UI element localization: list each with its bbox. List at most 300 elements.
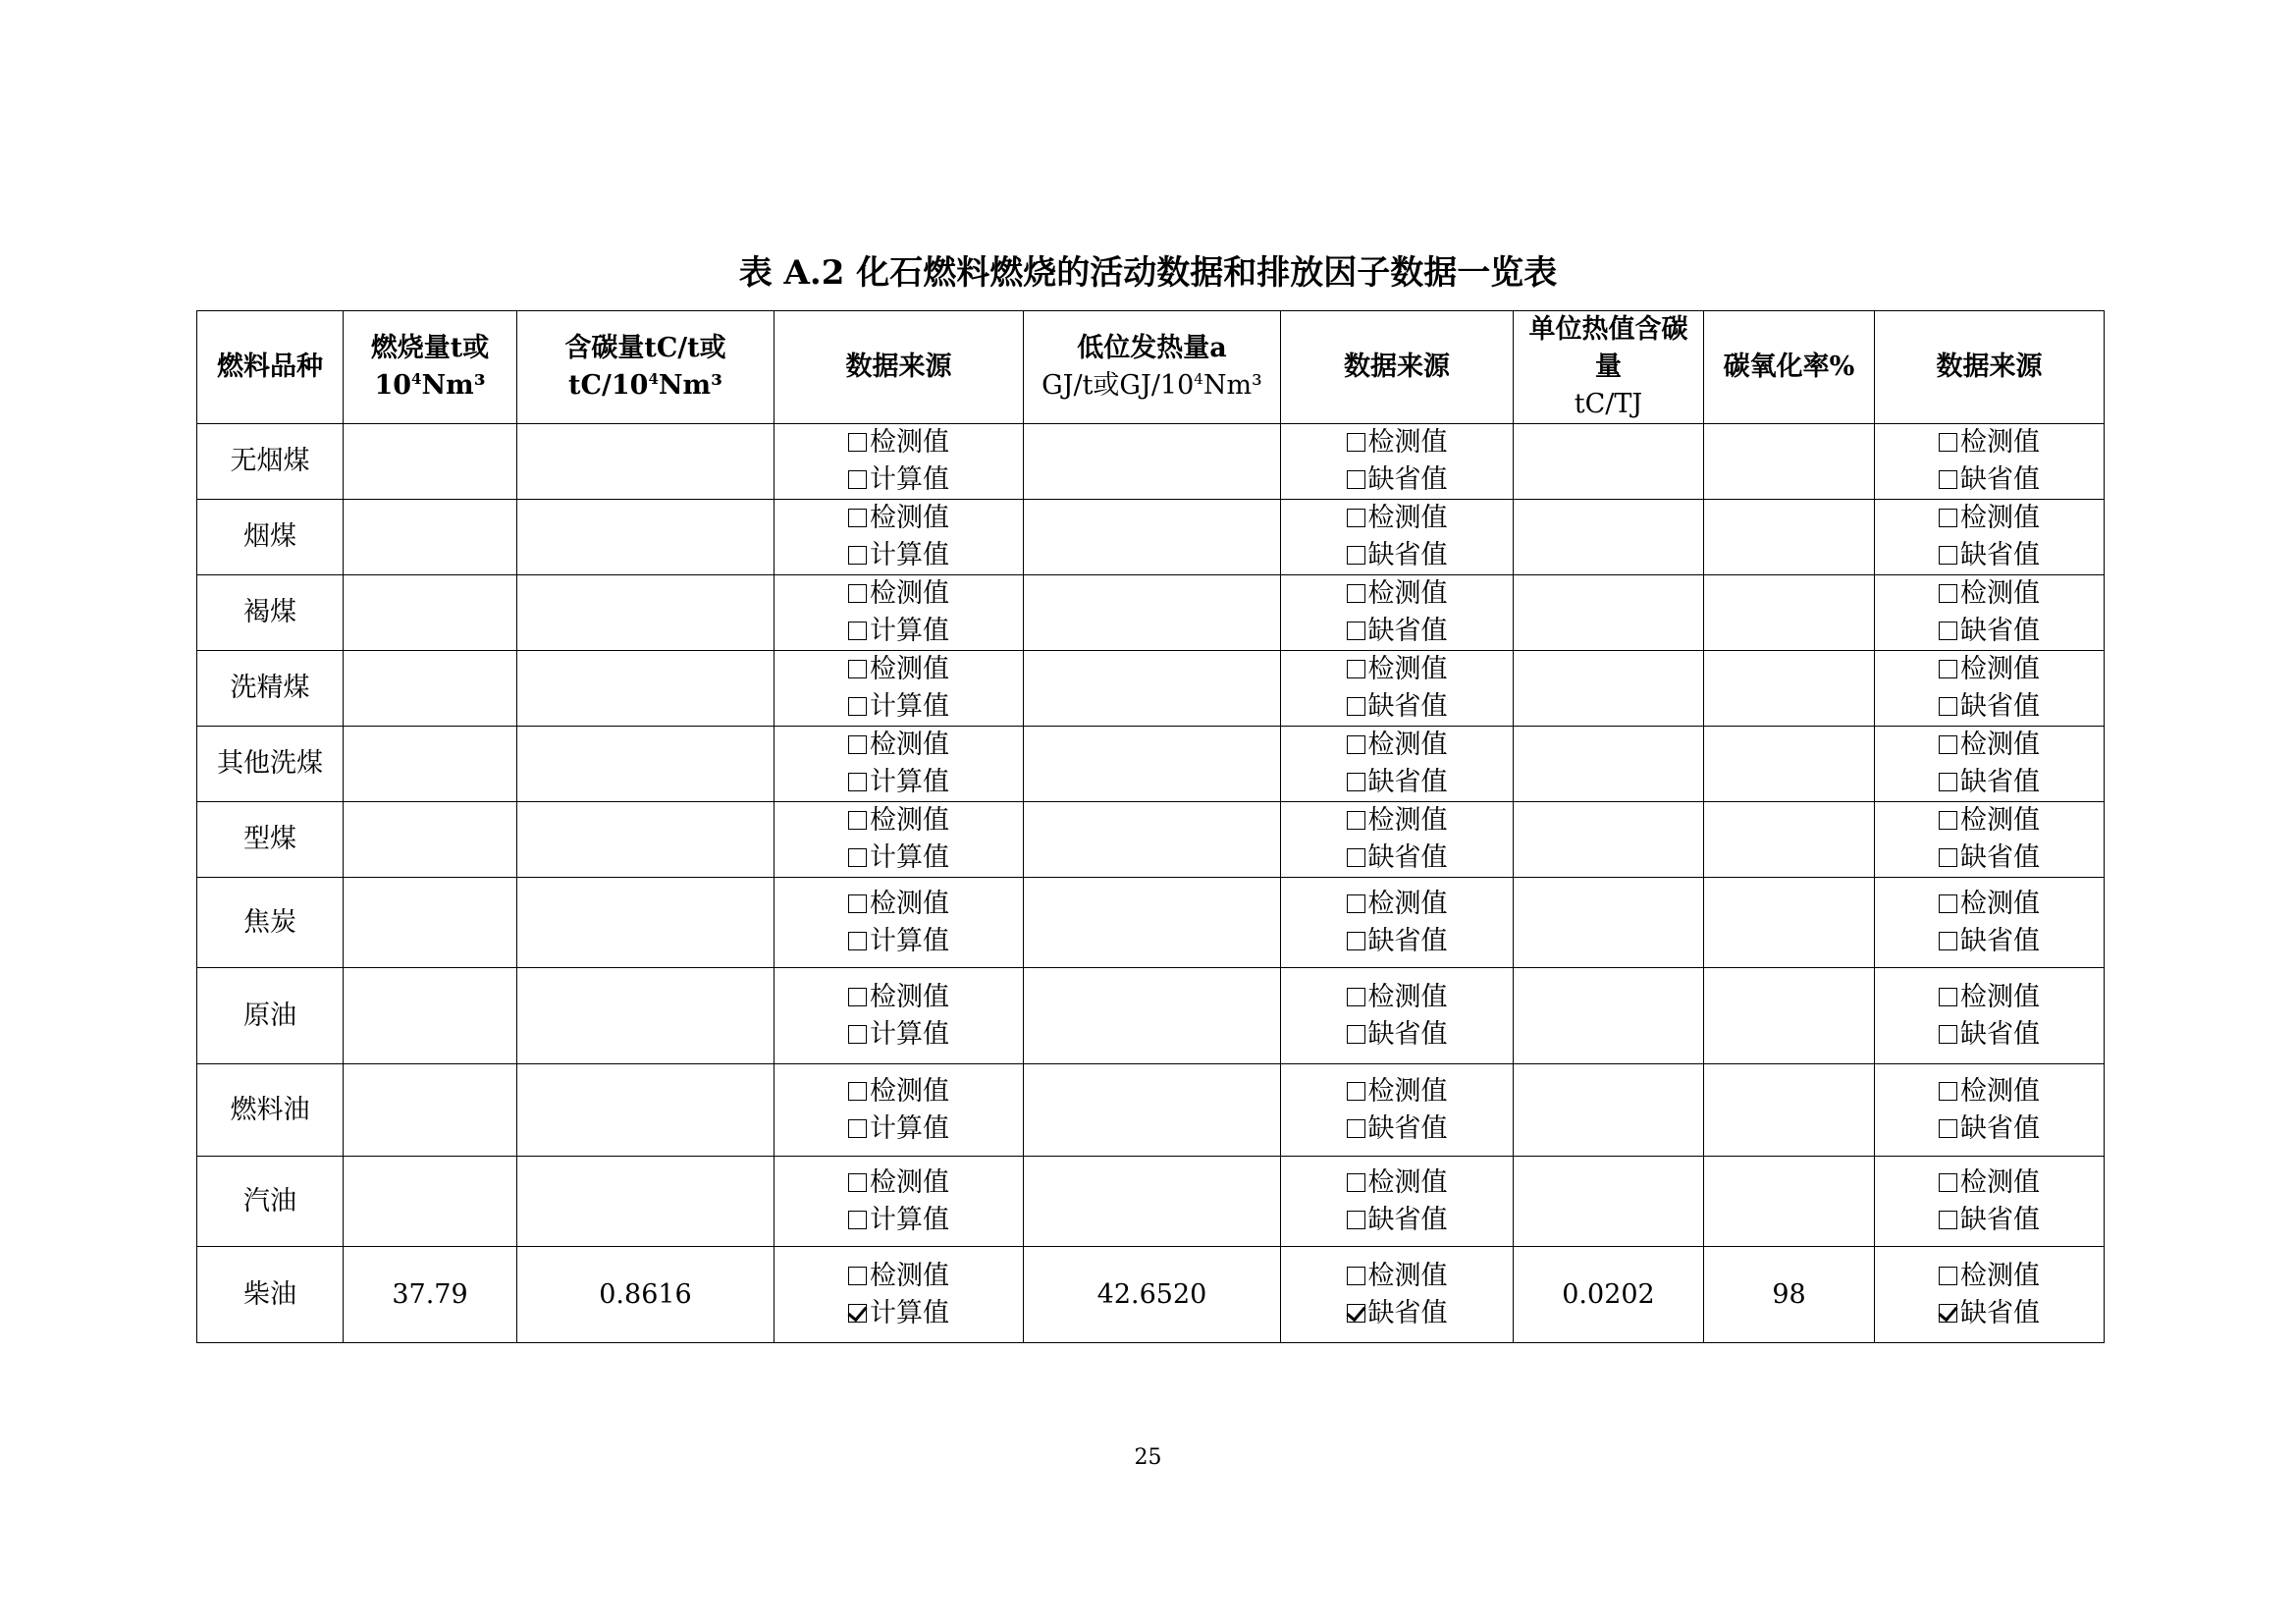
net-calorific-value-cell: 42.6520 bbox=[1024, 1247, 1281, 1343]
calculated-label: 计算值 bbox=[870, 616, 949, 646]
measured-option[interactable] bbox=[1875, 979, 2104, 1016]
default-option[interactable] bbox=[1281, 923, 1513, 960]
default-option[interactable] bbox=[1875, 688, 2104, 726]
measured-label: 检测值 bbox=[1367, 1260, 1448, 1291]
measured-label: 检测值 bbox=[1367, 1075, 1448, 1107]
checkbox-icon[interactable] bbox=[1939, 735, 1957, 754]
data-source-2-cell bbox=[1281, 968, 1514, 1064]
data-source-1-cell bbox=[774, 802, 1024, 878]
burn-amount-cell bbox=[344, 727, 517, 802]
default-label: 缺省值 bbox=[1960, 540, 2040, 570]
net-calorific-value-cell bbox=[1024, 727, 1281, 802]
default-option[interactable] bbox=[1875, 764, 2104, 801]
default-option[interactable] bbox=[1281, 1110, 1513, 1148]
carbon-content-cell bbox=[517, 424, 774, 500]
default-option[interactable] bbox=[1281, 1016, 1513, 1054]
measured-option[interactable] bbox=[1281, 575, 1513, 613]
checkbox-icon[interactable] bbox=[1939, 470, 1957, 489]
data-source-1-cell bbox=[774, 424, 1024, 500]
measured-option[interactable] bbox=[1875, 1073, 2104, 1110]
default-label: 缺省值 bbox=[1960, 464, 2040, 495]
checkbox-icon[interactable] bbox=[848, 470, 867, 489]
calculated-option[interactable] bbox=[774, 764, 1023, 801]
carbon-content-cell bbox=[517, 968, 774, 1064]
burn-amount-cell bbox=[344, 424, 517, 500]
measured-option[interactable] bbox=[1281, 1073, 1513, 1110]
header-fuel: 燃料品种 bbox=[197, 311, 344, 424]
default-label: 缺省值 bbox=[1960, 691, 2040, 722]
data-source-2-cell bbox=[1281, 1157, 1514, 1247]
default-option[interactable] bbox=[1281, 839, 1513, 877]
data-source-2-cell bbox=[1281, 575, 1514, 651]
checkbox-icon[interactable] bbox=[1939, 1267, 1957, 1285]
data-source-3-cell bbox=[1875, 575, 2105, 651]
table-row bbox=[197, 500, 2105, 575]
oxidation-rate-cell: 98 bbox=[1704, 1247, 1875, 1343]
data-source-1-cell bbox=[774, 575, 1024, 651]
table-row bbox=[197, 1064, 2105, 1157]
default-option[interactable] bbox=[1875, 613, 2104, 650]
burn-amount-cell bbox=[344, 575, 517, 651]
data-source-3-cell bbox=[1875, 727, 2105, 802]
fuel-name-cell: 汽油 bbox=[197, 1157, 344, 1247]
measured-option[interactable] bbox=[1281, 1164, 1513, 1202]
checkbox-icon[interactable] bbox=[1939, 988, 1957, 1006]
oxidation-rate-cell bbox=[1704, 500, 1875, 575]
data-source-2-cell bbox=[1281, 651, 1514, 727]
checkbox-icon[interactable] bbox=[1347, 988, 1365, 1006]
checkbox-icon[interactable] bbox=[1347, 509, 1365, 527]
table-row bbox=[197, 968, 2105, 1064]
checkbox-icon[interactable] bbox=[848, 735, 867, 754]
burn-amount-cell bbox=[344, 1064, 517, 1157]
checkbox-icon[interactable] bbox=[1347, 1025, 1365, 1044]
measured-label: 检测值 bbox=[1367, 503, 1448, 533]
default-option[interactable] bbox=[1875, 1110, 2104, 1148]
fuel-name-cell: 燃料油 bbox=[197, 1064, 344, 1157]
measured-label: 检测值 bbox=[870, 1260, 949, 1291]
default-option[interactable] bbox=[1875, 1016, 2104, 1054]
unit-carbon-cell bbox=[1514, 1157, 1704, 1247]
measured-option[interactable] bbox=[1281, 979, 1513, 1016]
checkbox-icon[interactable] bbox=[1347, 735, 1365, 754]
header-burn-amount: 燃烧量t或 $10^4Nm^3$ bbox=[344, 311, 517, 424]
measured-label: 检测值 bbox=[1960, 981, 2040, 1012]
checkbox-icon[interactable] bbox=[1939, 773, 1957, 791]
calculated-option[interactable] bbox=[774, 688, 1023, 726]
calculated-option[interactable] bbox=[774, 1016, 1023, 1054]
unit-carbon-cell bbox=[1514, 727, 1704, 802]
fuel-data-table bbox=[196, 310, 2105, 1343]
checked-checkbox-icon[interactable] bbox=[1347, 1304, 1365, 1323]
burn-amount-cell bbox=[344, 651, 517, 727]
checkbox-icon[interactable] bbox=[1939, 584, 1957, 603]
measured-label: 检测值 bbox=[1960, 578, 2040, 609]
default-label: 缺省值 bbox=[1367, 1112, 1448, 1144]
checkbox-icon[interactable] bbox=[1939, 1119, 1957, 1138]
net-calorific-value-cell bbox=[1024, 651, 1281, 727]
checkbox-icon[interactable] bbox=[1347, 811, 1365, 830]
checkbox-icon[interactable] bbox=[1347, 697, 1365, 716]
header-oxidation-rate: 碳氧化率% bbox=[1704, 311, 1875, 424]
measured-label: 检测值 bbox=[1367, 654, 1448, 684]
default-label: 缺省值 bbox=[1960, 842, 2040, 873]
carbon-content-cell bbox=[517, 727, 774, 802]
calculated-label: 计算值 bbox=[870, 691, 949, 722]
checkbox-icon[interactable] bbox=[1939, 1025, 1957, 1044]
measured-option[interactable] bbox=[1281, 802, 1513, 839]
default-label: 缺省值 bbox=[1367, 464, 1448, 495]
header-unit-carbon: 单位热值含碳 量 tC/TJ bbox=[1514, 311, 1704, 424]
checkbox-icon[interactable] bbox=[848, 932, 867, 950]
carbon-content-cell bbox=[517, 1064, 774, 1157]
fuel-name-cell: 洗精煤 bbox=[197, 651, 344, 727]
default-option[interactable] bbox=[1875, 461, 2104, 499]
burn-amount-cell bbox=[344, 500, 517, 575]
default-option[interactable] bbox=[1281, 1202, 1513, 1239]
calculated-label: 计算值 bbox=[870, 767, 949, 797]
fuel-name-cell: 烟煤 bbox=[197, 500, 344, 575]
measured-label: 检测值 bbox=[1960, 805, 2040, 836]
default-label: 缺省值 bbox=[1960, 1112, 2040, 1144]
checkbox-icon[interactable] bbox=[848, 509, 867, 527]
checkbox-icon[interactable] bbox=[848, 660, 867, 678]
measured-label: 检测值 bbox=[1367, 888, 1448, 919]
data-source-3-cell bbox=[1875, 1064, 2105, 1157]
measured-option[interactable] bbox=[774, 424, 1023, 461]
data-source-1-cell bbox=[774, 968, 1024, 1064]
data-source-1-cell bbox=[774, 1064, 1024, 1157]
default-option[interactable] bbox=[1281, 613, 1513, 650]
calculated-label: 计算值 bbox=[870, 842, 949, 873]
measured-option[interactable] bbox=[774, 802, 1023, 839]
header-row bbox=[197, 311, 2105, 424]
checkbox-icon[interactable] bbox=[848, 1173, 867, 1192]
measured-label: 检测值 bbox=[870, 805, 949, 836]
default-label: 缺省值 bbox=[1960, 767, 2040, 797]
fuel-name-cell: 焦炭 bbox=[197, 878, 344, 968]
unit-carbon-cell bbox=[1514, 424, 1704, 500]
checkbox-icon[interactable] bbox=[1939, 1082, 1957, 1101]
table-row bbox=[197, 878, 2105, 968]
carbon-content-cell: 0.8616 bbox=[517, 1247, 774, 1343]
data-source-1-cell bbox=[774, 878, 1024, 968]
net-calorific-value-cell bbox=[1024, 802, 1281, 878]
checkbox-icon[interactable] bbox=[848, 697, 867, 716]
checkbox-icon[interactable] bbox=[1939, 1211, 1957, 1229]
measured-label: 检测值 bbox=[870, 1075, 949, 1107]
default-label: 缺省值 bbox=[1960, 1297, 2040, 1328]
checkbox-icon[interactable] bbox=[1347, 1267, 1365, 1285]
calculated-option[interactable] bbox=[774, 537, 1023, 574]
net-calorific-value-cell bbox=[1024, 1064, 1281, 1157]
net-calorific-value-cell bbox=[1024, 424, 1281, 500]
default-label: 缺省值 bbox=[1367, 540, 1448, 570]
burn-amount-cell: 37.79 bbox=[344, 1247, 517, 1343]
data-source-2-cell bbox=[1281, 424, 1514, 500]
oxidation-rate-cell bbox=[1704, 424, 1875, 500]
default-label: 缺省值 bbox=[1367, 925, 1448, 956]
measured-option[interactable] bbox=[774, 651, 1023, 688]
data-source-3-cell bbox=[1875, 500, 2105, 575]
oxidation-rate-cell bbox=[1704, 651, 1875, 727]
data-source-1-cell bbox=[774, 727, 1024, 802]
checkbox-icon[interactable] bbox=[1347, 622, 1365, 640]
oxidation-rate-cell bbox=[1704, 968, 1875, 1064]
data-source-1-cell bbox=[774, 1157, 1024, 1247]
data-source-2-cell bbox=[1281, 500, 1514, 575]
net-calorific-value-cell bbox=[1024, 500, 1281, 575]
checkbox-icon[interactable] bbox=[1347, 433, 1365, 452]
data-source-2-cell bbox=[1281, 1064, 1514, 1157]
carbon-content-cell bbox=[517, 878, 774, 968]
measured-label: 检测值 bbox=[870, 654, 949, 684]
checkbox-icon[interactable] bbox=[848, 1211, 867, 1229]
calculated-label: 计算值 bbox=[870, 1204, 949, 1235]
table-row bbox=[197, 1247, 2105, 1343]
default-option[interactable] bbox=[1281, 461, 1513, 499]
checkbox-icon[interactable] bbox=[848, 1119, 867, 1138]
unit-carbon-cell bbox=[1514, 575, 1704, 651]
unit-carbon-cell bbox=[1514, 802, 1704, 878]
default-option[interactable] bbox=[1281, 688, 1513, 726]
measured-option[interactable] bbox=[1875, 575, 2104, 613]
measured-option[interactable] bbox=[1875, 802, 2104, 839]
measured-option[interactable] bbox=[1281, 886, 1513, 923]
checkbox-icon[interactable] bbox=[1939, 848, 1957, 867]
default-option[interactable] bbox=[1875, 537, 2104, 574]
measured-label: 检测值 bbox=[1960, 730, 2040, 760]
calculated-option[interactable] bbox=[774, 1295, 1023, 1332]
checkbox-icon[interactable] bbox=[1939, 697, 1957, 716]
checkbox-icon[interactable] bbox=[848, 894, 867, 913]
unit-carbon-cell bbox=[1514, 1064, 1704, 1157]
checkbox-icon[interactable] bbox=[848, 1082, 867, 1101]
measured-option[interactable] bbox=[774, 979, 1023, 1016]
page-number: 25 bbox=[1134, 1445, 1162, 1470]
measured-label: 检测值 bbox=[1960, 654, 2040, 684]
default-label: 缺省值 bbox=[1367, 691, 1448, 722]
checkbox-icon[interactable] bbox=[848, 622, 867, 640]
measured-label: 检测值 bbox=[1367, 805, 1448, 836]
net-calorific-value-cell bbox=[1024, 575, 1281, 651]
checkbox-icon[interactable] bbox=[848, 848, 867, 867]
header-carbon-content: 含碳量tC/t或 $tC/10^4Nm^3$ bbox=[517, 311, 774, 424]
calculated-option[interactable] bbox=[774, 613, 1023, 650]
checkbox-icon[interactable] bbox=[1347, 773, 1365, 791]
checkbox-icon[interactable] bbox=[1347, 848, 1365, 867]
measured-label: 检测值 bbox=[870, 730, 949, 760]
checkbox-icon[interactable] bbox=[1939, 894, 1957, 913]
checkbox-icon[interactable] bbox=[1939, 811, 1957, 830]
checkbox-icon[interactable] bbox=[1939, 932, 1957, 950]
checkbox-icon[interactable] bbox=[1347, 546, 1365, 565]
measured-option[interactable] bbox=[774, 1258, 1023, 1295]
measured-label: 检测值 bbox=[870, 981, 949, 1012]
measured-option[interactable] bbox=[1281, 651, 1513, 688]
measured-label: 检测值 bbox=[1367, 578, 1448, 609]
unit-carbon-cell bbox=[1514, 878, 1704, 968]
unit-carbon-cell bbox=[1514, 500, 1704, 575]
calculated-option[interactable] bbox=[774, 461, 1023, 499]
carbon-content-cell bbox=[517, 1157, 774, 1247]
data-source-2-cell bbox=[1281, 878, 1514, 968]
default-option[interactable] bbox=[1281, 764, 1513, 801]
net-calorific-value-cell bbox=[1024, 878, 1281, 968]
measured-label: 检测值 bbox=[1367, 981, 1448, 1012]
measured-label: 检测值 bbox=[870, 578, 949, 609]
measured-label: 检测值 bbox=[1960, 888, 2040, 919]
burn-amount-cell bbox=[344, 878, 517, 968]
default-label: 缺省值 bbox=[1367, 616, 1448, 646]
checkbox-icon[interactable] bbox=[848, 773, 867, 791]
measured-option[interactable] bbox=[774, 1164, 1023, 1202]
measured-label: 检测值 bbox=[1367, 730, 1448, 760]
checkbox-icon[interactable] bbox=[848, 584, 867, 603]
measured-label: 检测值 bbox=[870, 503, 949, 533]
unit-carbon-cell bbox=[1514, 968, 1704, 1064]
measured-option[interactable] bbox=[1875, 500, 2104, 537]
measured-option[interactable] bbox=[1281, 727, 1513, 764]
checkbox-icon[interactable] bbox=[1939, 622, 1957, 640]
default-label: 缺省值 bbox=[1367, 1297, 1448, 1328]
calculated-label: 计算值 bbox=[870, 1112, 949, 1144]
default-option[interactable] bbox=[1875, 923, 2104, 960]
measured-option[interactable] bbox=[1875, 651, 2104, 688]
checkbox-icon[interactable] bbox=[848, 546, 867, 565]
net-calorific-value-cell bbox=[1024, 968, 1281, 1064]
checkbox-icon[interactable] bbox=[1939, 433, 1957, 452]
measured-option[interactable] bbox=[1875, 727, 2104, 764]
checkbox-icon[interactable] bbox=[848, 1025, 867, 1044]
measured-label: 检测值 bbox=[870, 1166, 949, 1198]
checkbox-icon[interactable] bbox=[1347, 1211, 1365, 1229]
checkbox-icon[interactable] bbox=[1347, 1173, 1365, 1192]
unit-carbon-cell: 0.0202 bbox=[1514, 1247, 1704, 1343]
measured-option[interactable] bbox=[1281, 1258, 1513, 1295]
table-row bbox=[197, 424, 2105, 500]
table-body bbox=[197, 424, 2105, 1343]
measured-label: 检测值 bbox=[1960, 503, 2040, 533]
checkbox-icon[interactable] bbox=[1347, 1082, 1365, 1101]
checkbox-icon[interactable] bbox=[1347, 584, 1365, 603]
calculated-label: 计算值 bbox=[870, 1297, 949, 1328]
checkbox-icon[interactable] bbox=[1347, 1119, 1365, 1138]
oxidation-rate-cell bbox=[1704, 1157, 1875, 1247]
data-source-3-cell bbox=[1875, 802, 2105, 878]
carbon-content-cell bbox=[517, 575, 774, 651]
checkbox-icon[interactable] bbox=[1347, 894, 1365, 913]
checkbox-icon[interactable] bbox=[1939, 1173, 1957, 1192]
oxidation-rate-cell bbox=[1704, 727, 1875, 802]
measured-option[interactable] bbox=[1875, 886, 2104, 923]
burn-amount-cell bbox=[344, 802, 517, 878]
checkbox-icon[interactable] bbox=[848, 433, 867, 452]
table-row bbox=[197, 575, 2105, 651]
measured-label: 检测值 bbox=[1367, 427, 1448, 458]
default-option[interactable] bbox=[1281, 537, 1513, 574]
checkbox-icon[interactable] bbox=[848, 811, 867, 830]
measured-label: 检测值 bbox=[1367, 1166, 1448, 1198]
checked-checkbox-icon[interactable] bbox=[1939, 1304, 1957, 1323]
measured-option[interactable] bbox=[1281, 500, 1513, 537]
fuel-name-cell: 原油 bbox=[197, 968, 344, 1064]
data-source-1-cell bbox=[774, 651, 1024, 727]
checkbox-icon[interactable] bbox=[1939, 509, 1957, 527]
data-source-3-cell bbox=[1875, 651, 2105, 727]
checkbox-icon[interactable] bbox=[1347, 932, 1365, 950]
calculated-option[interactable] bbox=[774, 839, 1023, 877]
header-net-calorific-value: 低位发热量a GJ/t或$GJ/10^4Nm^3$ bbox=[1024, 311, 1281, 424]
default-option[interactable] bbox=[1281, 1295, 1513, 1332]
measured-option[interactable] bbox=[774, 727, 1023, 764]
calculated-option[interactable] bbox=[774, 1110, 1023, 1148]
data-source-2-cell bbox=[1281, 802, 1514, 878]
default-option[interactable] bbox=[1875, 1295, 2104, 1332]
default-option[interactable] bbox=[1875, 839, 2104, 877]
calculated-option[interactable] bbox=[774, 1202, 1023, 1239]
carbon-content-cell bbox=[517, 802, 774, 878]
data-source-3-cell bbox=[1875, 424, 2105, 500]
measured-option[interactable] bbox=[1875, 424, 2104, 461]
calculated-label: 计算值 bbox=[870, 464, 949, 495]
checkbox-icon[interactable] bbox=[848, 1267, 867, 1285]
calculated-label: 计算值 bbox=[870, 925, 949, 956]
table-row bbox=[197, 1157, 2105, 1247]
calculated-option[interactable] bbox=[774, 923, 1023, 960]
table-row bbox=[197, 651, 2105, 727]
checkbox-icon[interactable] bbox=[1347, 660, 1365, 678]
checked-checkbox-icon[interactable] bbox=[848, 1304, 867, 1323]
burn-amount-cell bbox=[344, 1157, 517, 1247]
default-label: 缺省值 bbox=[1960, 1204, 2040, 1235]
data-source-2-cell bbox=[1281, 1247, 1514, 1343]
data-source-3-cell bbox=[1875, 968, 2105, 1064]
measured-option[interactable] bbox=[1281, 424, 1513, 461]
net-calorific-value-cell bbox=[1024, 1157, 1281, 1247]
data-source-1-cell bbox=[774, 500, 1024, 575]
data-source-2-cell bbox=[1281, 727, 1514, 802]
default-option[interactable] bbox=[1875, 1202, 2104, 1239]
table-row bbox=[197, 727, 2105, 802]
measured-option[interactable] bbox=[1875, 1164, 2104, 1202]
table-title: 表 A.2 化石燃料燃烧的活动数据和排放因子数据一览表 bbox=[738, 253, 1558, 293]
measured-option[interactable] bbox=[1875, 1258, 2104, 1295]
checkbox-icon[interactable] bbox=[1939, 660, 1957, 678]
data-source-3-cell bbox=[1875, 1157, 2105, 1247]
carbon-content-cell bbox=[517, 500, 774, 575]
fuel-name-cell: 无烟煤 bbox=[197, 424, 344, 500]
checkbox-icon[interactable] bbox=[848, 988, 867, 1006]
default-label: 缺省值 bbox=[1960, 925, 2040, 956]
measured-option[interactable] bbox=[774, 886, 1023, 923]
fuel-name-cell: 褐煤 bbox=[197, 575, 344, 651]
data-source-3-cell bbox=[1875, 1247, 2105, 1343]
oxidation-rate-cell bbox=[1704, 1064, 1875, 1157]
checkbox-icon[interactable] bbox=[1347, 470, 1365, 489]
measured-option[interactable] bbox=[774, 500, 1023, 537]
default-label: 缺省值 bbox=[1960, 616, 2040, 646]
default-label: 缺省值 bbox=[1960, 1018, 2040, 1050]
measured-label: 检测值 bbox=[1960, 1166, 2040, 1198]
burn-amount-cell bbox=[344, 968, 517, 1064]
oxidation-rate-cell bbox=[1704, 878, 1875, 968]
default-label: 缺省值 bbox=[1367, 1018, 1448, 1050]
measured-label: 检测值 bbox=[1960, 1075, 2040, 1107]
measured-option[interactable] bbox=[774, 1073, 1023, 1110]
checkbox-icon[interactable] bbox=[1939, 546, 1957, 565]
measured-option[interactable] bbox=[774, 575, 1023, 613]
